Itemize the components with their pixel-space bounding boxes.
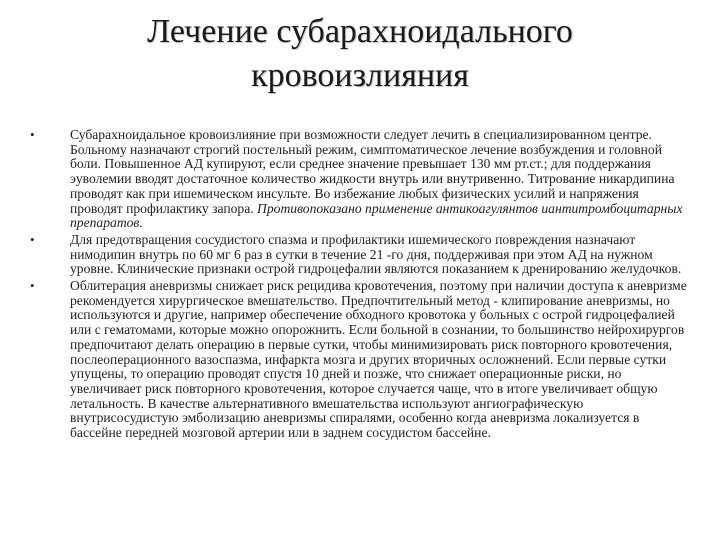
bullet-emphasis: Противопоказано применение антикоагулянтов иантитромбоцитарных препаратов. bbox=[70, 200, 683, 231]
bullet-item-clinical-care bbox=[30, 128, 690, 231]
slide-title-line-1: Лечение субарахноидального bbox=[147, 13, 573, 50]
slide-title-line-2: кровоизлияния bbox=[251, 57, 469, 94]
bullet-item-vasospasm-prevention bbox=[30, 233, 690, 277]
bullet-list bbox=[30, 128, 690, 443]
slide-title bbox=[40, 10, 680, 98]
bullet-text: Субарахноидальное кровоизлияние при возможности следует лечить в специализированном центре. Больному назначают строгий постельный режим, симптоматическое лечение возбуждения и головной боли. Повышенное АД купируют, если среднее значение превышает 130 мм рт.ст.; для поддержания эуволемии вводят достаточное количество жидкости внутрь или внутривенно. Титрование никардипина проводят как при ишемическом инсульте. Во избежание любых физических усилий и напряжения проводят профилактику запора. bbox=[70, 127, 675, 216]
bullet-item-aneurysm-obliteration bbox=[30, 279, 690, 441]
bullet-text: Облитерация аневризмы снижает риск рецидива кровотечения, поэтому при наличии доступа к аневризме рекомендуется хирургическое вмешательство. Предпочтительный метод - клипирование аневризмы, но используются и другие, например обеспечение обходного кровотока у больных с острой гидроцефалией или с гематомами, которые можно опорожнить. Если больной в сознании, то большинство нейрохирургов предпочитают делать операцию в первые сутки, чтобы минимизировать риск повторного кровотечения, послеоперационного вазоспазма, инфаркта мозга и других вторичных осложнений. Если первые сутки упущены, то операцию проводят спустя 10 дней и позже, что снижает операционные риски, но увеличивает риск повторного кровотечения, которое случается чаще, что в итоге увеличивает общую летальность. В качестве альтернативного вмешательства используют ангиографическую внутрисосудистую эмболизацию аневризмы спиралями, особенно когда аневризма локализуется в бассейне передней мозговой артерии или в заднем сосудистом бассейне. bbox=[70, 278, 687, 441]
bullet-icon: • bbox=[30, 231, 35, 247]
bullet-icon: • bbox=[30, 127, 35, 142]
bullet-text: Для предотвращения сосудистого спазма и профилактики ишемического повреждения назначают нимодипин внутрь по 60 мг 6 раз в сутки в течение 21 -го дня, поддерживая при этом АД на нужном уровне. Клинические признаки острой гидроцефалии являются показанием к дренированию желудочков. bbox=[70, 231, 682, 277]
bullet-icon: • bbox=[30, 278, 35, 294]
